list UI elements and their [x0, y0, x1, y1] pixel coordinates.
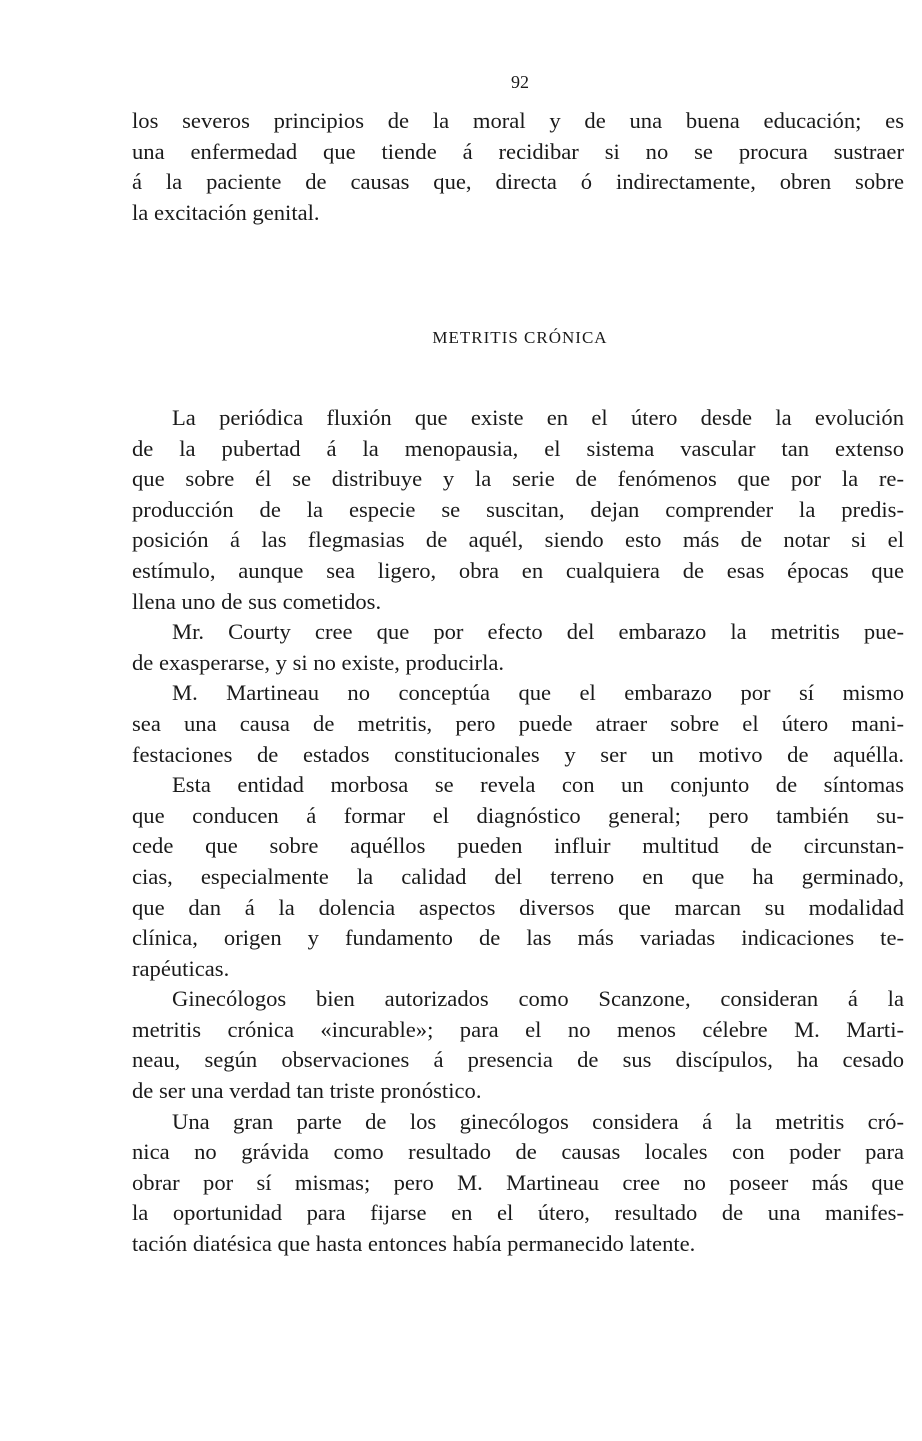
text-line: la excitación genital.	[132, 199, 320, 225]
text-line: cias, especialmente la calidad del terreno en que ha germinado,	[132, 863, 904, 889]
paragraph	[132, 984, 904, 1106]
section-body	[132, 403, 904, 1260]
text-line: La periódica fluxión que existe en el útero desde la evolución	[172, 405, 904, 430]
text-line: los severos principios de la moral y de una buena educación; es	[132, 108, 904, 133]
page-number: 92	[511, 72, 529, 92]
text-line: una enfermedad que tiende á recidibar si no se procura sustraer	[132, 138, 904, 164]
text-line: que sobre él se distribuye y la serie de fenómenos que por la re-	[132, 466, 904, 492]
section-title: METRITIS CRÓNICA	[432, 328, 608, 347]
text-line: festaciones de estados constitucionales y ser un motivo de aquélla.	[132, 741, 904, 767]
paragraph	[132, 770, 904, 984]
text-line: obrar por sí mismas; pero M. Martineau cree no poseer más que	[132, 1169, 904, 1195]
text-line: Una gran parte de los ginecólogos considera á la metritis cró-	[172, 1108, 904, 1134]
continuation-paragraph	[132, 106, 904, 228]
text-line: metritis crónica «incurable»; para el no menos célebre M. Marti-	[132, 1016, 904, 1042]
text-line: Esta entidad morbosa se revela con un conjunto de síntomas	[172, 772, 904, 798]
paragraph	[132, 1107, 904, 1260]
text-line: á la paciente de causas que, directa ó indirectamente, obren sobre	[132, 169, 904, 195]
text-line: que dan á la dolencia aspectos diversos que marcan su modalidad	[132, 894, 904, 920]
text-line: Mr. Courty cree que por efecto del embarazo la metritis pue-	[172, 619, 904, 645]
text-line: clínica, origen y fundamento de las más variadas indicaciones te-	[132, 925, 904, 951]
text-line: llena uno de sus cometidos.	[132, 588, 382, 614]
paragraph	[132, 403, 904, 617]
text-line: tación diatésica que hasta entonces había permanecido latente.	[132, 1231, 696, 1257]
paragraph	[132, 678, 904, 770]
text-line: nica no grávida como resultado de causas locales con poder para	[132, 1139, 904, 1165]
text-line: que conducen á formar el diagnóstico general; pero también su-	[132, 802, 904, 828]
text-line: estímulo, aunque sea ligero, obra en cualquiera de esas épocas que	[132, 557, 904, 583]
text-line: sea una causa de metritis, pero puede atraer sobre el útero mani-	[132, 710, 904, 736]
paragraph	[132, 617, 904, 678]
text-line: producción de la especie se suscitan, dejan comprender la predis-	[132, 496, 904, 522]
text-line: rapéuticas.	[132, 955, 230, 981]
text-line: de exasperarse, y si no existe, producirla.	[132, 649, 505, 675]
text-line: posición á las flegmasias de aquél, siendo esto más de notar si el	[132, 527, 904, 553]
text-line: M. Martineau no conceptúa que el embarazo por sí mismo	[172, 680, 904, 706]
text-line: neau, según observaciones á presencia de sus discípulos, ha cesado	[132, 1047, 904, 1073]
text-line: la oportunidad para fijarse en el útero, resultado de una manifes-	[132, 1200, 904, 1226]
text-line: Ginecólogos bien autorizados como Scanzone, consideran á la	[172, 986, 904, 1012]
text-line: de ser una verdad tan triste pronóstico.	[132, 1078, 482, 1104]
text-line: cede que sobre aquéllos pueden influir multitud de circunstan-	[132, 833, 904, 859]
text-line: de la pubertad á la menopausia, el sistema vascular tan extenso	[132, 435, 904, 461]
